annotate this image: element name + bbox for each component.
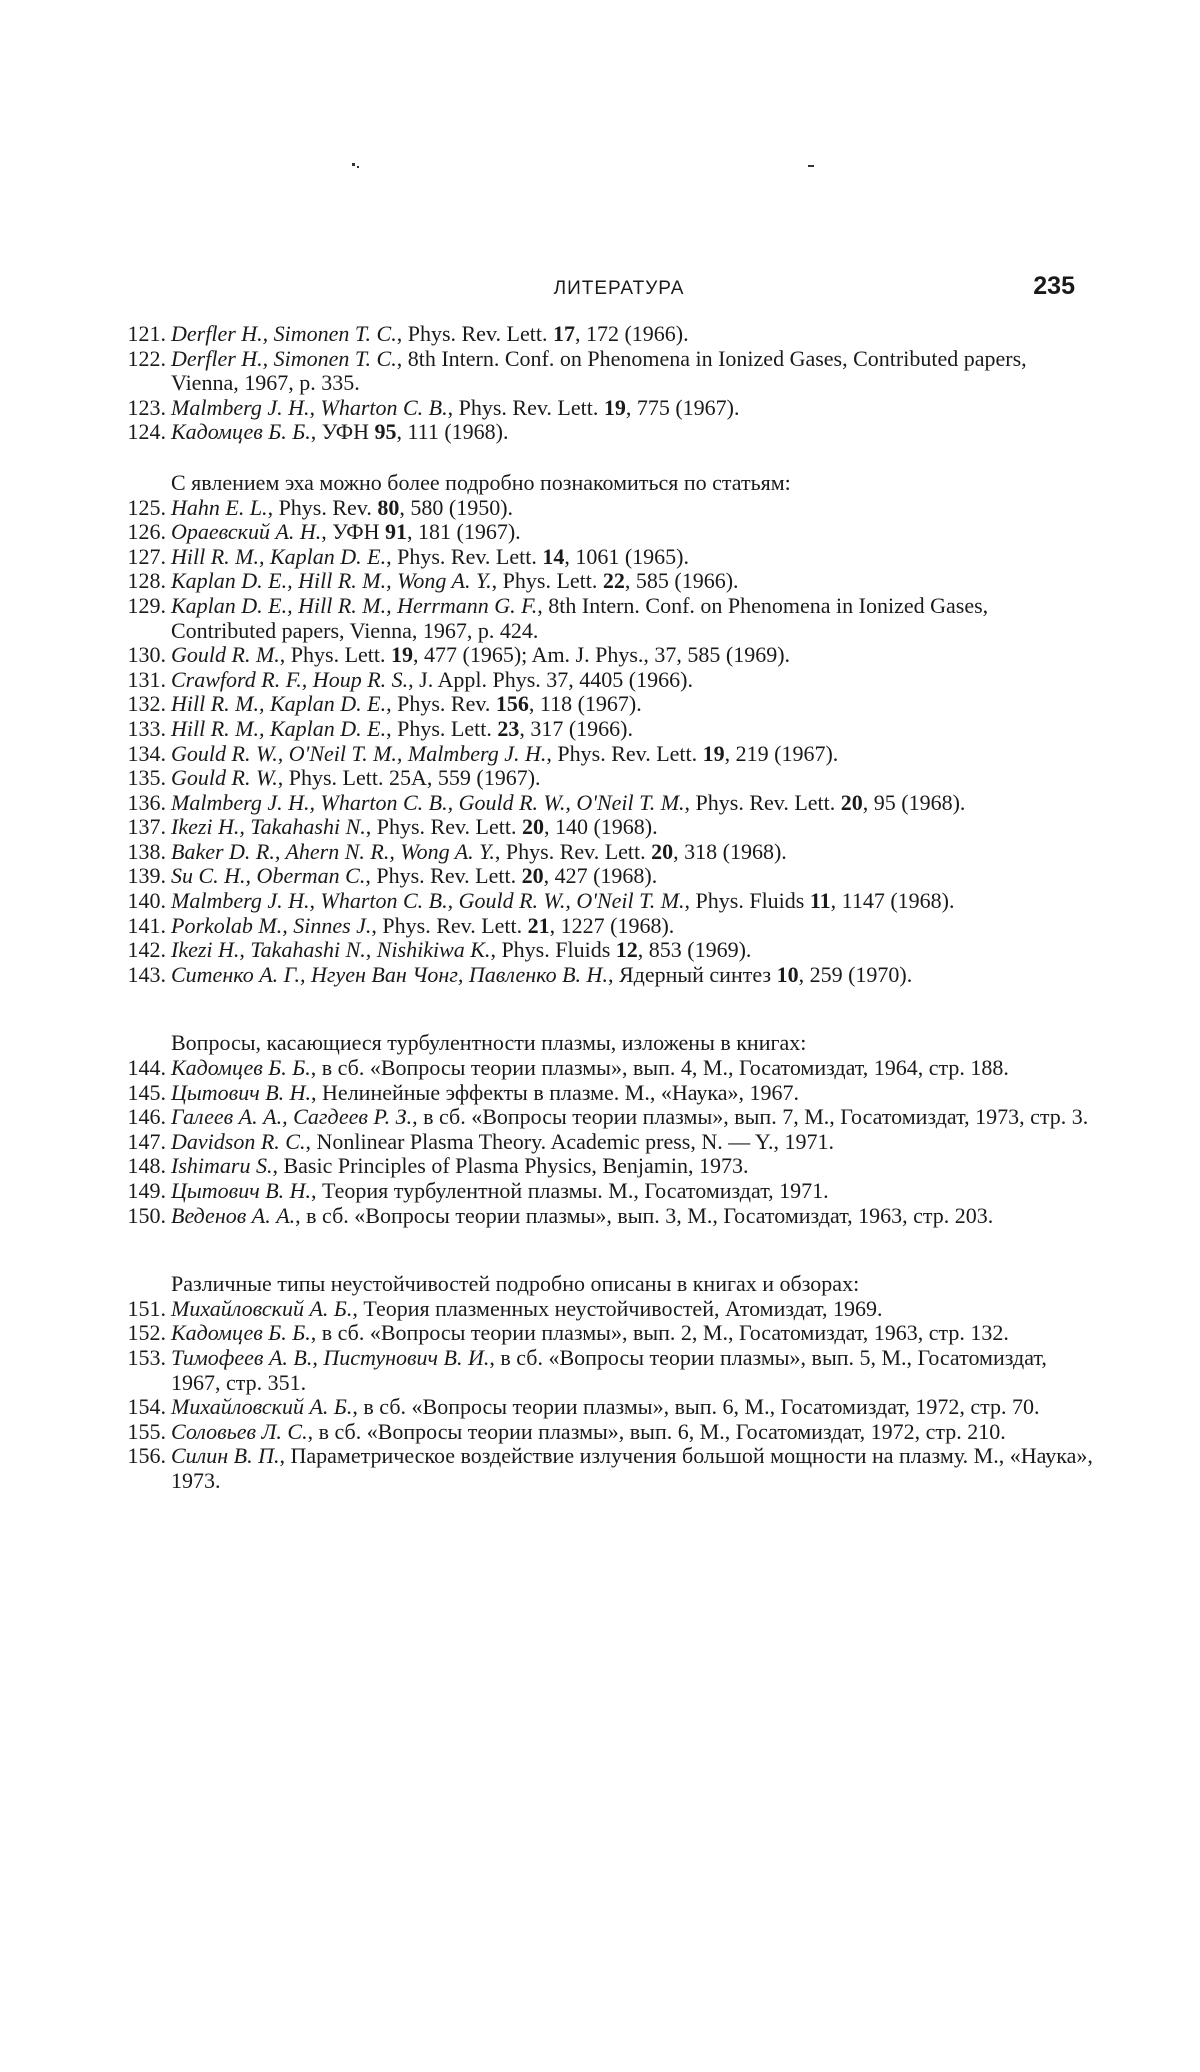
reference-entry <box>118 396 1093 421</box>
reference-authors: Михайловский А. Б. <box>171 1394 353 1420</box>
reference-entry <box>118 840 1093 865</box>
reference-text: , в сб. «Вопросы теории плазмы», вып. 3, М., Госатомиздат, 1963, стр. 203. <box>295 1202 994 1228</box>
reference-authors: Derfler H., Simonen T. C. <box>171 345 397 371</box>
reference-authors: Ikezi H., Takahashi N., Nishikiwa K. <box>171 937 491 963</box>
scan-speck <box>808 165 814 167</box>
reference-text: , УФН <box>310 419 375 445</box>
reference-text: , в сб. «Вопросы теории плазмы», вып. 2, М., Госатомиздат, 1963, стр. 132. <box>310 1320 1009 1346</box>
reference-entry <box>118 1420 1093 1445</box>
reference-number: 122. <box>127 345 166 371</box>
reference-volume: 21 <box>527 912 550 938</box>
reference-authors: Силин В. П. <box>171 1443 280 1469</box>
reference-number: 132. <box>127 691 166 717</box>
page-title: ЛИТЕРАТУРА <box>553 278 685 299</box>
reference-number: 133. <box>127 715 166 741</box>
reference-entry <box>118 963 1093 988</box>
reference-number: 145. <box>127 1079 166 1105</box>
reference-number: 129. <box>127 592 166 618</box>
reference-text-tail: , 853 (1969). <box>637 937 752 963</box>
reference-entry <box>118 864 1093 889</box>
reference-text-tail: , 1147 (1968). <box>830 888 955 914</box>
scan-speck <box>352 163 355 166</box>
reference-number: 137. <box>127 814 166 840</box>
reference-text: , Phys. Rev. Lett. <box>494 838 652 864</box>
reference-authors: Ситенко А. Г., Нгуен Ван Чонг, Павленко В. Н. <box>171 961 608 987</box>
reference-text-tail: , 172 (1966). <box>574 321 689 346</box>
reference-entry <box>118 496 1093 521</box>
reference-entry <box>118 1395 1093 1420</box>
reference-volume: 20 <box>521 863 544 889</box>
reference-number: 144. <box>127 1055 166 1081</box>
reference-authors: Crawford R. F., Houp R. S. <box>171 666 409 692</box>
reference-text: , Phys. Fluids <box>490 937 616 963</box>
reference-group <box>118 1056 1093 1228</box>
reference-authors: Цытович В. Н. <box>171 1079 312 1105</box>
reference-text-tail: , 259 (1970). <box>798 961 913 987</box>
reference-entry <box>118 889 1093 914</box>
reference-volume: 14 <box>542 543 565 569</box>
reference-authors: Porkolab M., Sinnes J. <box>171 912 372 938</box>
reference-entry <box>118 420 1093 445</box>
reference-text-tail: , 318 (1968). <box>673 838 787 864</box>
reference-authors: Gould R. W. <box>171 765 278 791</box>
reference-text: , Ядерный синтез <box>607 961 777 987</box>
reference-authors: Соловьев Л. С. <box>171 1418 308 1444</box>
reference-entry <box>118 815 1093 840</box>
reference-text: , Phys. Rev. Lett. <box>396 321 553 346</box>
reference-number: 131. <box>127 666 166 692</box>
reference-text-tail: , 477 (1965); Am. J. Phys., 37, 585 (1969). <box>413 642 791 668</box>
reference-list <box>118 322 1093 1494</box>
reference-entry <box>118 692 1093 717</box>
reference-text: , Phys. Lett. <box>279 642 391 668</box>
reference-volume: 11 <box>809 888 831 914</box>
reference-text: , 8th Intern. Conf. on Phenomena in Ionized Gases, Contributed papers, Vienna, 1967, p. 424. <box>171 592 989 643</box>
reference-volume: 17 <box>552 321 575 346</box>
reference-text: , Phys. Rev. <box>267 494 378 520</box>
reference-number: 128. <box>127 568 166 594</box>
reference-authors: Derfler H., Simonen T. C. <box>171 321 397 346</box>
reference-text-tail: , 1061 (1965). <box>564 543 689 569</box>
reference-text: , Нелинейные эффекты в плазме. М., «Наука», 1967. <box>311 1079 800 1105</box>
reference-text: , Basic Principles of Plasma Physics, Benjamin, 1973. <box>272 1153 749 1179</box>
reference-authors: Baker D. R., Ahern N. R., Wong A. Y. <box>171 838 495 864</box>
reference-text: , в сб. «Вопросы теории плазмы», вып. 6, М., Госатомиздат, 1972, стр. 70. <box>352 1394 1040 1420</box>
reference-number: 134. <box>127 740 166 766</box>
reference-number: 138. <box>127 838 166 864</box>
reference-authors: Галеев А. А., Сагдеев Р. З. <box>171 1104 413 1130</box>
reference-entry <box>118 1346 1093 1395</box>
reference-entry <box>118 347 1093 396</box>
reference-text: , J. Appl. Phys. 37, 4405 (1966). <box>408 666 693 692</box>
reference-authors: Тимофеев А. В., Пистунович В. И. <box>171 1344 490 1370</box>
reference-authors: Ораевский А. Н. <box>171 519 322 545</box>
reference-number: 130. <box>127 642 166 668</box>
reference-number: 141. <box>127 912 166 938</box>
reference-entry <box>118 791 1093 816</box>
reference-text: , Теория турбулентной плазмы. М., Госатомиздат, 1971. <box>311 1178 829 1203</box>
reference-authors: Su C. H., Oberman C. <box>171 863 366 889</box>
reference-text-tail: , 427 (1968). <box>543 863 658 889</box>
reference-number: 123. <box>127 394 166 420</box>
reference-text: , Nonlinear Plasma Theory. Academic press, N. — Y., 1971. <box>305 1128 834 1154</box>
reference-number: 127. <box>127 543 166 569</box>
reference-entry <box>118 520 1093 545</box>
reference-number: 143. <box>127 961 166 987</box>
reference-text: , Phys. Rev. Lett. <box>546 740 703 766</box>
reference-text-tail: , 585 (1966). <box>624 568 739 594</box>
reference-text: , Теория плазменных неустойчивостей, Атомиздат, 1969. <box>352 1295 883 1321</box>
reference-text: , 8th Intern. Conf. on Phenomena in Ionized Gases, Contributed papers, Vienna, 1967, p. 335. <box>171 345 1027 396</box>
reference-entry <box>118 1204 1093 1229</box>
reference-entry <box>118 643 1093 668</box>
reference-volume: 10 <box>776 961 799 987</box>
reference-volume: 91 <box>385 519 408 545</box>
reference-volume: 20 <box>840 789 863 815</box>
reference-text-tail: , 95 (1968). <box>862 789 966 815</box>
reference-authors: Malmberg J. H., Wharton C. B., Gould R. W., O'Neil T. M. <box>171 789 685 815</box>
reference-text: , Phys. Rev. Lett. <box>447 394 604 420</box>
reference-entry <box>118 1081 1093 1106</box>
reference-number: 153. <box>127 1344 166 1370</box>
reference-text: , Phys. Rev. Lett. <box>386 543 543 569</box>
section-intro: С явлением эха можно более подробно познакомиться по статьям: <box>171 469 791 495</box>
reference-text: , Phys. Fluids <box>684 888 810 914</box>
reference-number: 149. <box>127 1178 166 1203</box>
scan-speck <box>357 166 359 168</box>
running-header <box>163 268 1075 308</box>
reference-text-tail: , 317 (1966). <box>519 715 633 741</box>
reference-entry <box>118 1105 1093 1130</box>
reference-number: 148. <box>127 1153 166 1179</box>
reference-text-tail: , 219 (1967). <box>724 740 839 766</box>
reference-text: , в сб. «Вопросы теории плазмы», вып. 4, М., Госатомиздат, 1964, стр. 188. <box>310 1055 1009 1081</box>
reference-number: 147. <box>127 1128 166 1154</box>
reference-number: 126. <box>127 519 166 545</box>
reference-authors: Hill R. M., Kaplan D. E. <box>171 543 387 569</box>
reference-number: 150. <box>127 1202 166 1228</box>
reference-text-tail: , 181 (1967). <box>407 519 521 545</box>
reference-volume: 19 <box>603 394 626 420</box>
reference-volume: 20 <box>651 838 674 864</box>
reference-entry <box>118 742 1093 767</box>
reference-entry <box>118 569 1093 594</box>
reference-volume: 20 <box>521 814 544 840</box>
reference-volume: 19 <box>391 642 413 668</box>
reference-text: , Phys. Rev. Lett. <box>371 912 528 938</box>
reference-group <box>118 1297 1093 1494</box>
reference-number: 154. <box>127 1394 166 1420</box>
reference-number: 124. <box>127 419 166 445</box>
reference-text: , Phys. Lett. <box>491 568 603 594</box>
reference-number: 125. <box>127 494 166 520</box>
reference-volume: 95 <box>374 419 397 445</box>
reference-number: 156. <box>127 1443 166 1469</box>
reference-entry <box>118 594 1093 643</box>
reference-text: , Phys. Rev. Lett. <box>365 863 522 889</box>
reference-text-tail: , 118 (1967). <box>528 691 642 717</box>
reference-number: 142. <box>127 937 166 963</box>
reference-text: , Phys. Lett. 25A, 559 (1967). <box>277 765 541 791</box>
reference-entry <box>118 1297 1093 1322</box>
reference-authors: Цытович В. Н. <box>171 1178 312 1203</box>
reference-text: , в сб. «Вопросы теории плазмы», вып. 5, М., Госатомиздат, 1967, стр. 351. <box>171 1344 1047 1395</box>
reference-text-tail: , 580 (1950). <box>399 494 514 520</box>
reference-group <box>118 322 1093 445</box>
reference-text-tail: , 111 (1968). <box>396 419 509 445</box>
reference-volume: 156 <box>495 691 529 717</box>
reference-authors: Кадомцев Б. Б. <box>171 1320 311 1346</box>
reference-entry <box>118 1444 1093 1493</box>
reference-entry <box>118 1321 1093 1346</box>
reference-number: 121. <box>127 321 166 346</box>
reference-volume: 12 <box>615 937 638 963</box>
reference-text: , в сб. «Вопросы теории плазмы», вып. 6, М., Госатомиздат, 1972, стр. 210. <box>307 1418 1006 1444</box>
reference-entry <box>118 668 1093 693</box>
reference-volume: 23 <box>497 715 520 741</box>
reference-text: , в сб. «Вопросы теории плазмы», вып. 7, М., Госатомиздат, 1973, стр. 3. <box>412 1104 1089 1130</box>
section-intro: Вопросы, касающиеся турбулентности плазмы, изложены в книгах: <box>171 1030 807 1056</box>
reference-entry <box>118 938 1093 963</box>
reference-authors: Веденов А. А. <box>171 1202 296 1228</box>
reference-entry <box>118 766 1093 791</box>
reference-text: , Phys. Rev. Lett. <box>365 814 522 840</box>
reference-group <box>118 496 1093 988</box>
reference-number: 155. <box>127 1418 166 1444</box>
reference-authors: Davidson R. C. <box>171 1128 306 1154</box>
reference-volume: 80 <box>377 494 400 520</box>
reference-text: , Phys. Rev. <box>386 691 496 717</box>
reference-authors: Hahn E. L. <box>171 494 268 520</box>
reference-entry <box>118 1056 1093 1081</box>
reference-authors: Hill R. M., Kaplan D. E. <box>171 691 387 717</box>
reference-number: 135. <box>127 765 166 791</box>
reference-entry <box>118 1179 1093 1204</box>
reference-authors: Михайловский А. Б. <box>171 1295 353 1321</box>
reference-number: 151. <box>127 1295 166 1321</box>
reference-text: , Параметрическое воздействие излучения большой мощности на плазму. М., «Наука», 1973. <box>171 1443 1093 1493</box>
reference-text-tail: , 775 (1967). <box>625 394 740 420</box>
reference-text: , УФН <box>321 519 386 545</box>
reference-number: 139. <box>127 863 166 889</box>
reference-authors: Malmberg J. H., Wharton C. B., Gould R. W., O'Neil T. M. <box>171 888 685 914</box>
reference-authors: Gould R. M. <box>171 642 280 668</box>
reference-authors: Hill R. M., Kaplan D. E. <box>171 715 387 741</box>
reference-authors: Malmberg J. H., Wharton C. B. <box>171 394 448 420</box>
reference-text-tail: , 140 (1968). <box>543 814 658 840</box>
reference-entry <box>118 914 1093 939</box>
reference-volume: 22 <box>602 568 625 594</box>
reference-authors: Gould R. W., O'Neil T. M., Malmberg J. H. <box>171 740 547 766</box>
reference-text: , Phys. Lett. <box>386 715 498 741</box>
reference-entry <box>118 545 1093 570</box>
reference-authors: Ishimaru S. <box>171 1153 273 1179</box>
reference-authors: Кадомцев Б. Б. <box>171 419 311 445</box>
section-intro: Различные типы неустойчивостей подробно описаны в книгах и обзорах: <box>171 1271 860 1297</box>
reference-entry <box>118 717 1093 742</box>
reference-volume: 19 <box>702 740 725 766</box>
reference-text: , Phys. Rev. Lett. <box>684 789 841 815</box>
reference-number: 152. <box>127 1320 166 1346</box>
reference-number: 146. <box>127 1104 166 1130</box>
reference-text-tail: , 1227 (1968). <box>549 912 675 938</box>
reference-number: 140. <box>127 888 166 914</box>
reference-entry <box>118 1130 1093 1155</box>
reference-entry <box>118 1154 1093 1179</box>
page-number: 235 <box>1033 272 1075 300</box>
reference-authors: Kaplan D. E., Hill R. M., Herrmann G. F. <box>171 592 538 618</box>
reference-authors: Kaplan D. E., Hill R. M., Wong A. Y. <box>171 568 492 594</box>
reference-authors: Ikezi H., Takahashi N. <box>171 814 366 840</box>
reference-number: 136. <box>127 789 166 815</box>
reference-entry <box>118 322 1093 347</box>
reference-authors: Кадомцев Б. Б. <box>171 1055 311 1081</box>
